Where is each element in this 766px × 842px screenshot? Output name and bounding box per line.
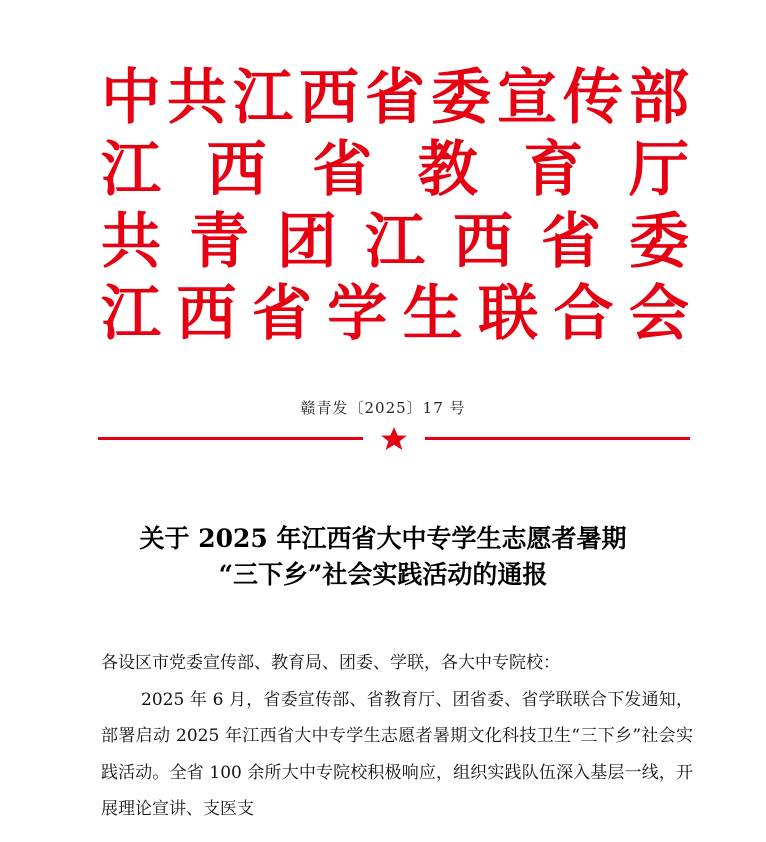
header-char: 育 bbox=[523, 135, 584, 205]
document-body bbox=[101, 645, 693, 828]
divider-line-left bbox=[98, 437, 363, 440]
salutation: 各设区市党委宣传部、教育局、团委、学联，各大中专院校： bbox=[101, 653, 560, 673]
header-char: 共 bbox=[101, 207, 161, 277]
header-char: 西 bbox=[206, 135, 267, 205]
header-char: 传 bbox=[563, 63, 623, 133]
header-char: 江 bbox=[233, 63, 293, 133]
header-char: 青 bbox=[189, 207, 249, 277]
header-char: 委 bbox=[629, 207, 689, 277]
header-char: 江 bbox=[101, 279, 161, 349]
header-line-1 bbox=[100, 62, 690, 134]
issuing-authorities-header bbox=[100, 62, 690, 350]
header-char: 西 bbox=[453, 207, 513, 277]
header-line-4 bbox=[100, 278, 690, 350]
star-icon bbox=[378, 427, 410, 451]
header-char: 省 bbox=[312, 135, 373, 205]
header-char: 联 bbox=[478, 279, 539, 349]
header-char: 会 bbox=[628, 279, 689, 349]
title-line-1: 关于 2025 年江西省大中专学生志愿者暑期 bbox=[139, 524, 627, 553]
header-line-3 bbox=[100, 206, 690, 278]
header-char: 学 bbox=[327, 279, 388, 349]
header-char: 江 bbox=[101, 135, 161, 205]
divider-line-right bbox=[425, 437, 690, 440]
red-divider bbox=[98, 427, 690, 451]
header-char: 共 bbox=[167, 63, 227, 133]
title-line-2: “三下乡”社会实践活动的通报 bbox=[218, 560, 548, 589]
header-char: 委 bbox=[431, 63, 491, 133]
header-char: 西 bbox=[299, 63, 359, 133]
document-number: 赣青发〔2025〕17 号 bbox=[300, 399, 466, 417]
header-line-2 bbox=[100, 134, 690, 206]
header-char: 合 bbox=[553, 279, 614, 349]
header-char: 厅 bbox=[628, 135, 689, 205]
document-title bbox=[0, 521, 766, 593]
header-char: 教 bbox=[417, 135, 478, 205]
header-char: 省 bbox=[365, 63, 425, 133]
body-paragraph-1: 2025 年 6 月，省委宣传部、省教育厅、团省委、省学联联合下发通知，部署启动 2025 年江西省大中专学生志愿者暑期文化科技卫生“三下乡”社会实践活动。全省 100 余所大中专院校积极响应，组织实践队伍深入基层一线，开展理论宣讲、支医支 bbox=[101, 689, 693, 819]
header-char: 省 bbox=[251, 279, 312, 349]
header-char: 宣 bbox=[497, 63, 557, 133]
header-char: 中 bbox=[101, 63, 161, 133]
header-char: 部 bbox=[629, 63, 689, 133]
header-char: 西 bbox=[176, 279, 237, 349]
header-char: 省 bbox=[541, 207, 601, 277]
header-char: 江 bbox=[365, 207, 425, 277]
header-char: 团 bbox=[277, 207, 337, 277]
header-char: 生 bbox=[402, 279, 463, 349]
